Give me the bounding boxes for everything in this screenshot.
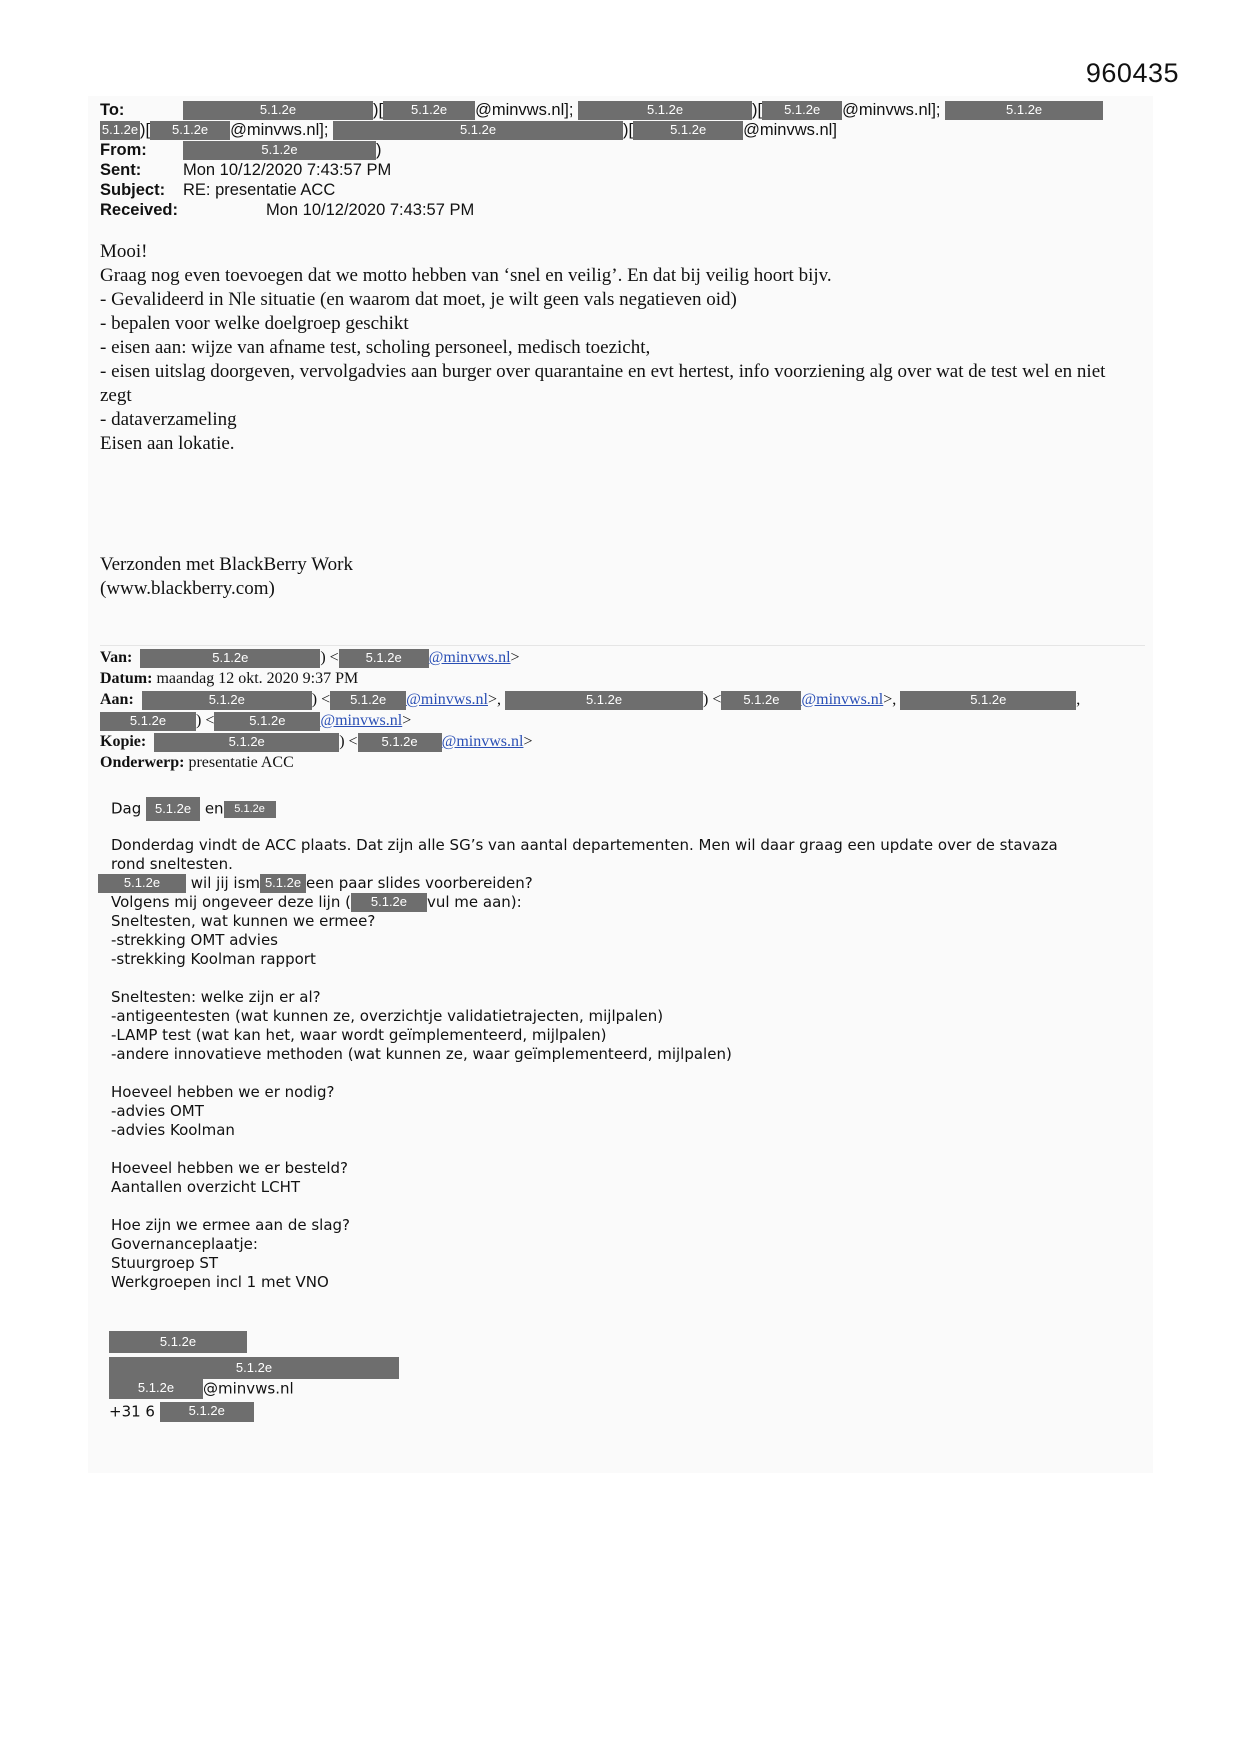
- redaction: 5.1.2e: [633, 121, 743, 140]
- onderwerp-line: [100, 754, 294, 772]
- signature-line: (www.blackberry.com): [100, 578, 275, 599]
- email-link[interactable]: @minvws.nl: [406, 691, 488, 709]
- onderwerp-value: presentatie ACC: [188, 754, 294, 771]
- message-line: -advies OMT: [111, 1102, 204, 1120]
- datum-line: [100, 670, 358, 688]
- redaction: 5.1.2e: [100, 712, 196, 731]
- message-line: Hoeveel hebben we er besteld?: [111, 1159, 348, 1177]
- redaction: 5.1.2e: [358, 733, 442, 752]
- subject-label: Subject:: [100, 181, 166, 199]
- kopie-line: Kopie: 5.1.2e ) < 5.1.2e @minvws.nl>: [100, 733, 533, 751]
- aan-line-1: Aan: 5.1.2e ) < 5.1.2e @minvws.nl>, 5.1.2e ) < 5.1.2e @minvws.nl>, 5.1.2e ,: [100, 691, 1081, 709]
- redaction: 5.1.2e: [109, 1357, 399, 1379]
- message-line: Hoe zijn we ermee aan de slag?: [111, 1216, 351, 1234]
- message-outline-line: [111, 893, 522, 912]
- message-line: Sneltesten, wat kunnen we ermee?: [111, 912, 376, 930]
- reply-line: - dataverzameling: [100, 409, 237, 430]
- van-line: Van: 5.1.2e ) < 5.1.2e @minvws.nl>: [100, 649, 520, 667]
- email-address: @minvws.nl]: [743, 121, 837, 139]
- message-line: -antigeentesten (wat kunnen ze, overzichtje validatietrajecten, mijlpalen): [111, 1007, 664, 1025]
- message-line: -strekking OMT advies: [111, 931, 278, 949]
- greeting-line: [111, 797, 276, 821]
- redaction: 5.1.2e: [109, 1379, 203, 1399]
- redaction: 5.1.2e: [214, 712, 320, 731]
- message-outline: [111, 912, 1131, 1292]
- redaction: 5.1.2e: [351, 893, 427, 912]
- redaction: 5.1.2e: [383, 101, 475, 120]
- sent-label: Sent:: [100, 161, 142, 179]
- van-label: Van:: [100, 649, 133, 667]
- divider: [100, 645, 1145, 646]
- reply-line: - eisen uitslag doorgeven, vervolgadvies aan burger over quarantaine en evt hertest, info voorziening alg over wat de test wel en niet zegt: [100, 361, 1106, 406]
- reply-body: [100, 240, 1120, 456]
- email-link[interactable]: @minvws.nl: [801, 691, 884, 709]
- redaction: 5.1.2e: [578, 101, 752, 120]
- reply-line: - Gevalideerd in Nle situatie (en waarom dat moet, je wilt geen vals negatieven oid): [100, 289, 737, 310]
- message-line: Hoeveel hebben we er nodig?: [111, 1083, 335, 1101]
- reply-line: - eisen aan: wijze van afname test, scholing personeel, medisch toezicht,: [100, 337, 651, 358]
- subject-value: RE: presentatie ACC: [183, 181, 336, 199]
- redaction: 5.1.2e: [150, 121, 230, 140]
- redaction: 5.1.2e: [100, 121, 140, 140]
- signature-email-line: [109, 1379, 399, 1399]
- message-fragment: vul me aan):: [426, 893, 522, 911]
- message-line: [111, 969, 1131, 988]
- reply-line: Graag nog even toevoegen dat we motto hebben van ‘snel en veilig’. En dat bij veilig hoort bijv.: [100, 265, 832, 286]
- to-label: To:: [100, 101, 125, 119]
- signature-email: @minvws.nl: [203, 1379, 294, 1398]
- reply-line: Eisen aan lokatie.: [100, 433, 235, 454]
- sender-signature: [109, 1331, 399, 1422]
- redaction: 5.1.2e: [260, 874, 306, 893]
- message-fragment: Volgens mij ongeveer deze lijn (: [111, 893, 351, 911]
- received-label: Received:: [100, 201, 178, 219]
- greeting-and: en: [204, 799, 224, 818]
- received-line: [100, 200, 474, 220]
- message-line: -LAMP test (wat kan het, waar wordt geïmplementeerd, mijlpalen): [111, 1026, 607, 1044]
- redaction: 5.1.2e: [330, 691, 406, 710]
- onderwerp-label: Onderwerp:: [100, 754, 185, 771]
- greeting: Dag: [111, 799, 142, 818]
- signature-phone: +31 6: [109, 1402, 155, 1421]
- redaction: 5.1.2e: [505, 691, 703, 710]
- message-intro: [111, 836, 1141, 874]
- from-line: From: 5.1.2e ): [100, 141, 382, 159]
- message-line: Sneltesten: welke zijn er al?: [111, 988, 321, 1006]
- received-value: Mon 10/12/2020 7:43:57 PM: [266, 201, 475, 219]
- redaction: 5.1.2e: [160, 1402, 254, 1422]
- redaction: 5.1.2e: [900, 691, 1076, 710]
- message-line: -andere innovatieve methoden (wat kunnen ze, waar geïmplementeerd, mijlpalen): [111, 1045, 732, 1063]
- signature-phone-line: [109, 1402, 399, 1422]
- message-line: -advies Koolman: [111, 1121, 235, 1139]
- redaction: 5.1.2e: [140, 649, 320, 668]
- datum-value: maandag 12 okt. 2020 9:37 PM: [156, 670, 359, 687]
- message-fragment: wil jij ism: [190, 874, 261, 892]
- to-line-2: 5.1.2e )[ 5.1.2e @minvws.nl]; 5.1.2e )[ 5.1.2e @minvws.nl]: [101, 121, 837, 139]
- redaction: 5.1.2e: [146, 797, 200, 821]
- redaction: 5.1.2e: [154, 733, 339, 752]
- email-link[interactable]: @minvws.nl: [441, 733, 524, 751]
- message-line: -strekking Koolman rapport: [111, 950, 316, 968]
- message-line: Stuurgroep ST: [111, 1254, 219, 1272]
- from-label: From:: [100, 141, 147, 159]
- sent-value: Mon 10/12/2020 7:43:57 PM: [183, 161, 392, 179]
- redaction: 5.1.2e: [98, 874, 186, 893]
- subject-line: [100, 180, 335, 200]
- redaction: 5.1.2e: [109, 1331, 247, 1353]
- email-link[interactable]: @minvws.nl: [428, 649, 511, 667]
- redaction: 5.1.2e: [183, 101, 373, 120]
- email-address: @minvws.nl];: [842, 101, 941, 119]
- kopie-label: Kopie:: [100, 733, 147, 751]
- to-line-1: To: 5.1.2e )[ 5.1.2e @minvws.nl]; 5.1.2e )[ 5.1.2e @minvws.nl]; 5.1.2e: [100, 100, 1103, 120]
- reply-line: - bepalen voor welke doelgroep geschikt: [100, 313, 409, 334]
- message-request-line: [98, 874, 533, 893]
- redaction: 5.1.2e: [333, 121, 623, 140]
- document-number: 960435: [1085, 58, 1179, 88]
- message-line: [111, 1197, 1131, 1216]
- redaction: 5.1.2e: [945, 101, 1103, 120]
- message-line: rond sneltesten.: [111, 855, 233, 873]
- redaction: 5.1.2e: [721, 691, 801, 710]
- email-address: @minvws.nl];: [475, 101, 574, 119]
- message-line: Aantallen overzicht LCHT: [111, 1178, 301, 1196]
- datum-label: Datum:: [100, 670, 153, 687]
- signature-line: Verzonden met BlackBerry Work: [100, 554, 353, 575]
- message-line: Donderdag vindt de ACC plaats. Dat zijn alle SG’s van aantal departementen. Men wil daar graag een update over de stavaza: [111, 836, 1058, 854]
- blackberry-signature: [100, 553, 353, 601]
- email-address: @minvws.nl];: [230, 121, 329, 139]
- redaction: 5.1.2e: [224, 801, 276, 818]
- aan-label: Aan:: [100, 691, 134, 709]
- redaction: 5.1.2e: [183, 141, 376, 160]
- message-line: [111, 1140, 1131, 1159]
- sent-line: [100, 160, 391, 180]
- aan-line-2: 5.1.2e ) < 5.1.2e @minvws.nl>: [100, 712, 411, 731]
- redaction: 5.1.2e: [142, 691, 312, 710]
- message-line: Governanceplaatje:: [111, 1235, 258, 1253]
- message-line: Werkgroepen incl 1 met VNO: [111, 1273, 329, 1291]
- message-fragment: een paar slides voorbereiden?: [306, 874, 533, 892]
- email-link[interactable]: @minvws.nl: [320, 712, 403, 730]
- reply-line: Mooi!: [100, 241, 148, 262]
- redaction: 5.1.2e: [339, 649, 429, 668]
- message-line: [111, 1064, 1131, 1083]
- redaction: 5.1.2e: [762, 101, 842, 120]
